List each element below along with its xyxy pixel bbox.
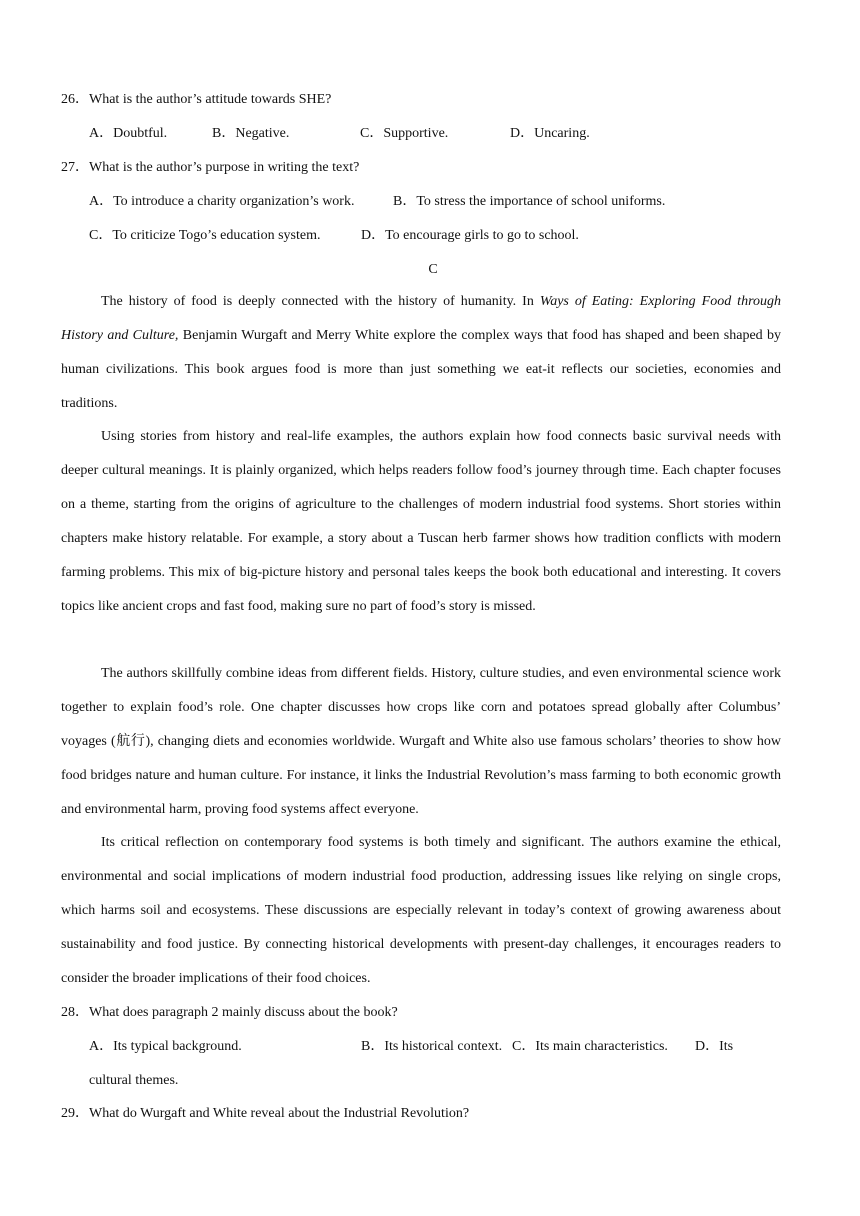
question-26: 26．What is the author’s attitude towards SHE? <box>61 92 332 107</box>
passage-paragraph-4: Its critical reflection on contemporary food systems is both timely and significant. The authors examine the ethical, environmental and social implications of modern industrial food production, addressing issues like relying on single crops, which harms soil and ecosystems. These discussions are especially relevant in today’s context of growing awareness about sustainability and food justice. By connecting historical developments with present-day challenges, it encourages readers to consider the broader implications of their food choices. <box>61 835 781 986</box>
option-27-b: B．To stress the importance of school uniforms. <box>393 194 666 209</box>
paragraph-1-body: Benjamin Wurgaft and Merry White explore the complex ways that food has shaped and been shaped by human civilizations. This book argues food is more than just something we eat-it reflects our societies, economies and traditions. <box>61 328 782 411</box>
question-26-options <box>89 124 689 144</box>
question-27-options-row-2 <box>89 226 739 246</box>
section-label: C <box>428 262 438 277</box>
option-27-d: D．To encourage girls to go to school. <box>361 228 579 243</box>
option-26-b: B．Negative. <box>212 126 290 141</box>
option-28-a: A．Its typical background. <box>89 1039 242 1054</box>
option-26-a: A．Doubtful. <box>89 126 168 141</box>
option-26-c: C．Supportive. <box>360 126 449 141</box>
paragraph-1-intro: The history of food is deeply connected with the history of humanity. In <box>101 294 540 309</box>
option-28-b: B．Its historical context. <box>361 1039 503 1054</box>
question-27: 27．What is the author’s purpose in writing the text? <box>61 160 360 175</box>
book-title: Ways of Eating: Exploring Food through History and Culture, <box>61 294 781 343</box>
passage-paragraph-2: Using stories from history and real-life examples, the authors explain how food connects basic survival needs with deeper cultural meanings. It is plainly organized, which helps readers follow food’s journey through time. Each chapter focuses on a theme, starting from the origins of agriculture to the challenges of modern industrial food systems. Short stories within chapters make history relatable. For example, a story about a Tuscan herb farmer shows how tradition conflicts with modern farming problems. This mix of big-picture history and personal tales keeps the book both educational and interesting. It covers topics like ancient crops and fast food, making sure no part of food’s story is missed. <box>61 429 781 614</box>
option-27-a: A．To introduce a charity organization’s work. <box>89 194 355 209</box>
passage-paragraph-3: The authors skillfully combine ideas from different fields. History, culture studies, and even environmental science work together to explain food’s role. One chapter discusses how crops like corn and potatoes spread globally after Columbus’ voyages (航行), changing diets and economies worldwide. Wurgaft and White also use famous scholars’ theories to show how food bridges nature and human culture. For instance, it links the Industrial Revolution’s mass farming to both economic growth and environmental harm, proving food systems affect everyone. <box>61 666 781 817</box>
question-28: 28．What does paragraph 2 mainly discuss about the book? <box>61 1005 398 1020</box>
question-27-options-row-1 <box>89 192 739 212</box>
option-28-d-continued: cultural themes. <box>89 1073 179 1088</box>
option-28-d: D．Its <box>695 1039 734 1054</box>
option-26-d: D．Uncaring. <box>510 126 590 141</box>
option-28-c: C．Its main characteristics. <box>512 1039 668 1054</box>
option-27-c: C．To criticize Togo’s education system. <box>89 228 321 243</box>
question-28-options <box>89 1037 749 1057</box>
passage-paragraph-1 <box>61 285 781 421</box>
question-29: 29．What do Wurgaft and White reveal about the Industrial Revolution? <box>61 1106 470 1121</box>
